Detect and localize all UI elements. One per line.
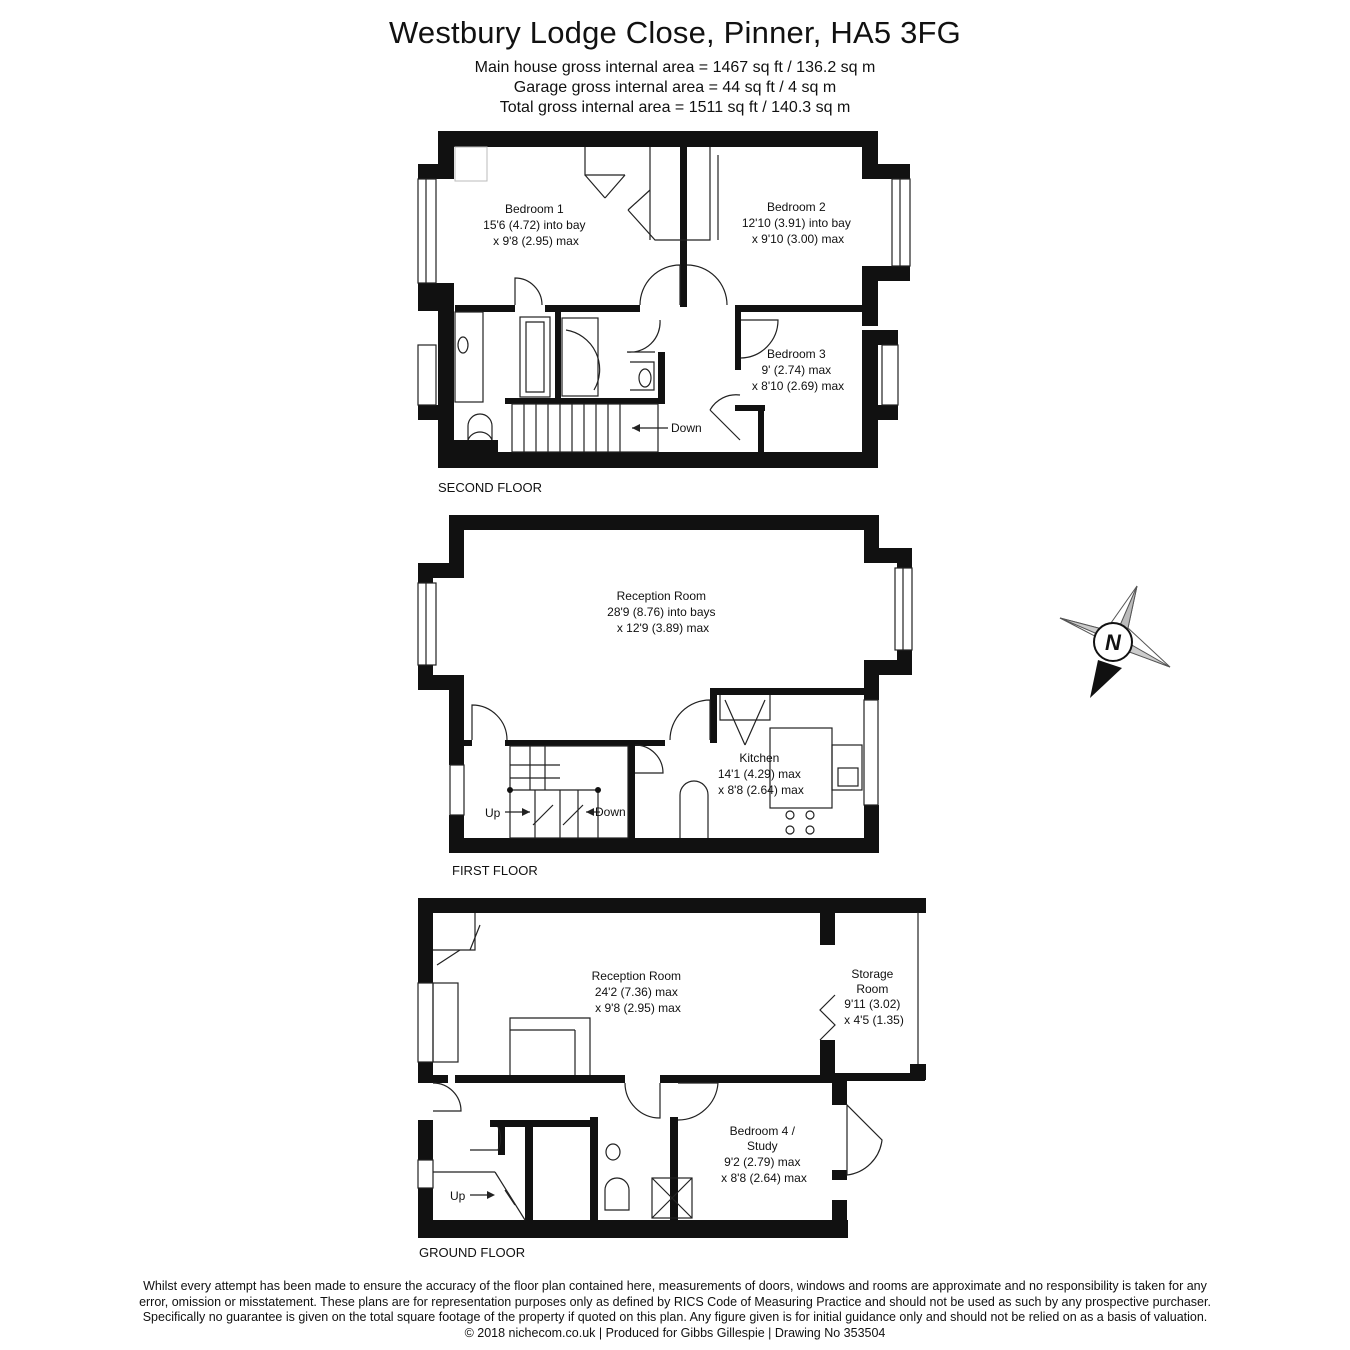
- first-floor-plan: [418, 515, 912, 853]
- second-floor-stairs-down-label: Down: [671, 421, 702, 435]
- ground-floor-stairs-up-label: Up: [450, 1189, 466, 1203]
- total-area: Total gross internal area = 1511 sq ft / 140.3 sq m: [499, 99, 851, 116]
- ground-floor-reception-label: Reception Room 24'2 (7.36) max x 9'8 (2.95) max: [591, 969, 682, 1015]
- garage-area: Garage gross internal area = 44 sq ft / 4 sq m: [513, 79, 837, 96]
- disclaimer-line: Specifically no guarantee is given on the total square footage of the property if quoted on this plan. Any figure given is for initial guidance only and should not be relied on as a basis of valuation.: [142, 1310, 1208, 1324]
- ground-floor-plan: [418, 898, 926, 1238]
- first-floor-label: FIRST FLOOR: [452, 863, 538, 878]
- ground-floor-label: GROUND FLOOR: [419, 1245, 526, 1260]
- disclaimer-line: Whilst every attempt has been made to ensure the accuracy of the floor plan contained here, measurements of doors, windows and rooms are approximate and no responsibility is taken for any: [143, 1279, 1207, 1293]
- copyright-line: © 2018 nichecom.co.uk | Produced for Gibbs Gillespie | Drawing No 353504: [464, 1325, 886, 1340]
- first-floor-reception-label: Reception Room 28'9 (8.76) into bays x 12'9 (3.89) max: [607, 589, 716, 635]
- second-floor-plan: [418, 131, 910, 468]
- first-floor-stairs-up-label: Up: [485, 806, 501, 820]
- plan-title: Westbury Lodge Close, Pinner, HA5 3FG: [389, 15, 961, 50]
- north-compass-icon: [1060, 586, 1170, 698]
- second-floor-label: SECOND FLOOR: [438, 480, 543, 495]
- bedroom-1-label: Bedroom 1 15'6 (4.72) into bay x 9'8 (2.95) max: [483, 202, 586, 248]
- storage-room-label: Storage Room 9'11 (3.02) x 4'5 (1.35): [844, 967, 904, 1027]
- bedroom-4-study-label: Bedroom 4 / Study 9'2 (2.79) max x 8'8 (2.64) max: [721, 1124, 807, 1185]
- bedroom-2-label: Bedroom 2 12'10 (3.91) into bay x 9'10 (3.00) max: [741, 200, 851, 246]
- compass-north-letter: N: [1105, 630, 1121, 655]
- first-floor-stairs-down-label: Down: [595, 805, 626, 819]
- bedroom-3-label: Bedroom 3 9' (2.74) max x 8'10 (2.69) max: [751, 347, 845, 393]
- disclaimer-line: error, omission or misstatement. These plans are for representation purposes only as defined by RICS Code of Measuring Practice and should not be used as such by any prospective purchaser.: [139, 1294, 1211, 1309]
- disclaimer-footer: [0, 1279, 1350, 1341]
- kitchen-label: Kitchen 14'1 (4.29) max x 8'8 (2.64) max: [717, 751, 804, 797]
- main-house-area: Main house gross internal area = 1467 sq ft / 136.2 sq m: [474, 59, 876, 76]
